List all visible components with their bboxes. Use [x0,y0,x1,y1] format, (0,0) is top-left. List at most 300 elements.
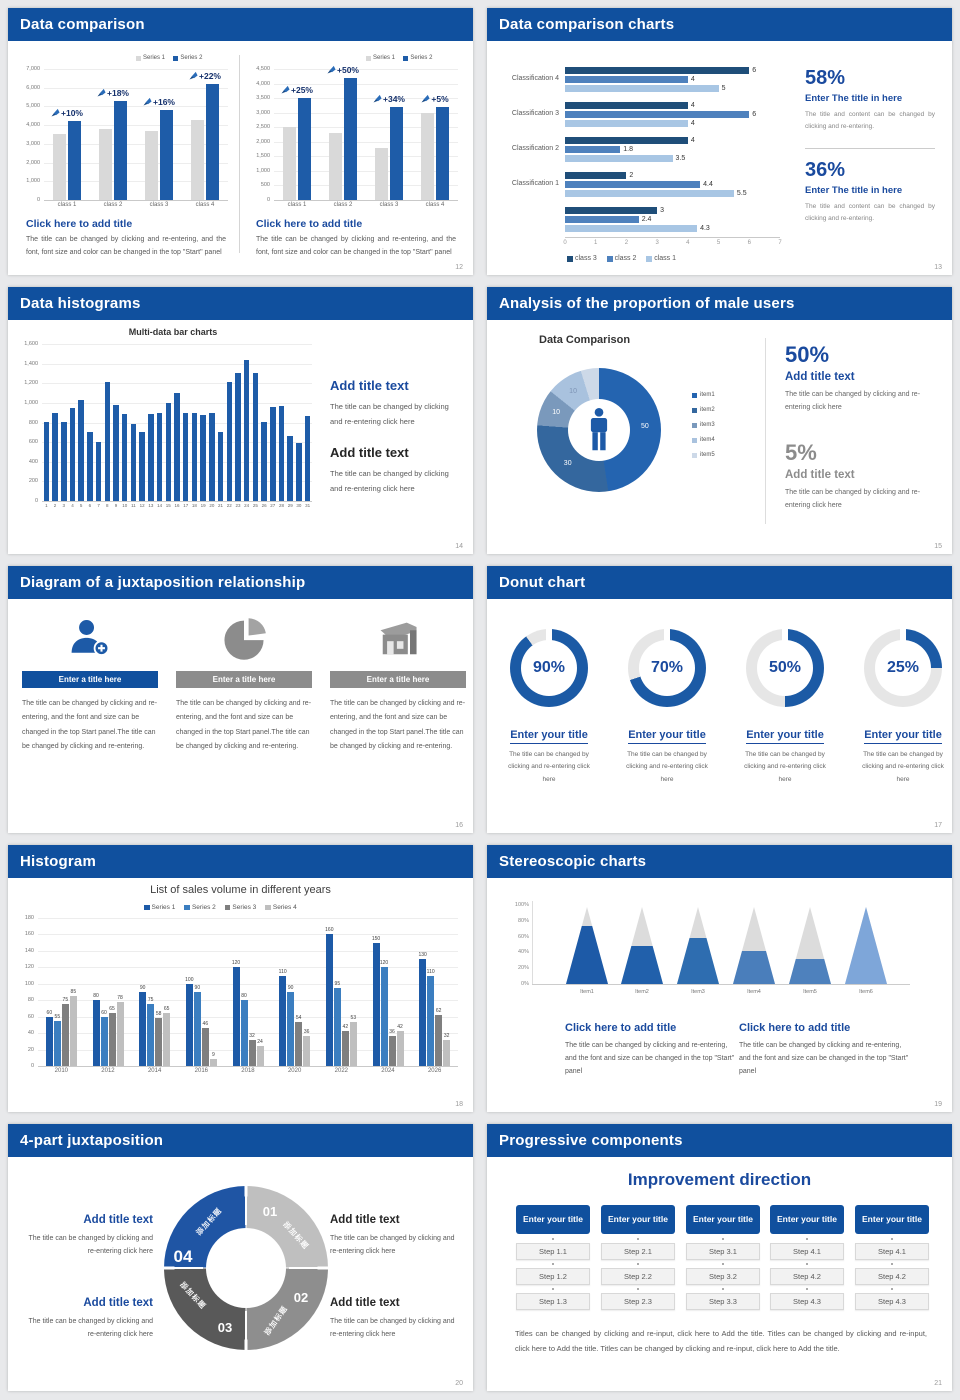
y-tick-label: 7,000 [26,66,40,72]
page-number: 15 [934,543,942,550]
connector-dot [637,1263,639,1265]
bar [305,416,311,501]
legend-label: Series 2 [410,55,433,61]
donut-label: 10 [552,409,561,417]
y-tick-label: 600 [28,439,38,446]
page-number: 16 [455,822,463,829]
bar-value-label: 42 [342,1024,349,1030]
slide-thumbnail-20[interactable] [8,1124,473,1391]
hbar-value-label: 4.3 [700,225,710,232]
legend-label: item2 [700,407,715,413]
slide-title-bar [8,845,473,878]
step-box: Step 2.1 [601,1243,675,1260]
y-tick-label: 1,200 [24,380,38,387]
bar [218,432,224,501]
bar [160,110,173,200]
slide-title-bar [487,1124,952,1157]
step-box: Step 3.2 [686,1268,760,1285]
hbar-value-label: 4.4 [703,181,713,188]
x-cat-label: class 2 [103,202,123,208]
y-tick-label: 60 [27,1013,34,1020]
bar [389,1036,396,1066]
pyramid-fill [677,938,719,984]
connector-dot [552,1288,554,1290]
stat-heading: Enter The title in here [805,93,903,104]
y-tick-label: 40% [517,949,529,956]
y-tick-label: 800 [28,419,38,426]
slide-title: Data comparison charts [499,16,675,33]
gridline [44,69,228,70]
legend-item [692,407,715,413]
step-box: Step 1.2 [516,1268,590,1285]
x-cat-label: 2026 [427,1068,442,1074]
x-cat-label: 28 [279,503,285,508]
slide-title: Data histograms [20,295,141,312]
bar [70,408,76,501]
chart-legend [136,55,202,61]
bar [191,120,204,200]
slide-title-bar [8,8,473,41]
legend-label: Series 2 [180,55,203,61]
block-heading: Click here to add title [256,218,363,230]
bar [99,129,112,200]
legend-swatch [692,408,697,413]
bar [46,1017,53,1066]
y-tick-label: 20 [27,1046,34,1053]
slide-body [487,320,952,554]
x-cat-label: 8 [106,503,109,508]
hbar [565,190,734,197]
ring-title: Enter your title [864,729,942,744]
donut-label: 10 [569,387,577,395]
hbar [565,216,639,223]
x-cat-label: 10 [122,503,128,508]
bar [233,967,240,1066]
bar-value-label: 130 [418,952,427,958]
page-number: 13 [934,264,942,271]
hbar [565,155,673,162]
slide-thumbnail-17[interactable] [487,566,952,833]
block-body: The title can be changed by clicking and re-entering click here [28,1318,153,1339]
block-body: The title can be changed by clicking and re-entering click here [330,469,449,493]
slide-title: Progressive components [499,1132,683,1149]
segment-number: 03 [217,1319,233,1335]
pyramid-label: Item3 [691,989,705,995]
bar-value-label: 150 [371,936,381,942]
segment-label: 添加标题 [178,1279,208,1312]
progress-ring [628,629,706,707]
y-tick-label: 1,000 [24,399,38,406]
legend-swatch [646,256,652,262]
hbar-value-label: 3.5 [675,155,686,162]
x-cat-label: 16 [174,503,180,508]
block-heading: Add title text [330,445,409,460]
y-tick-label: 3,500 [256,95,270,102]
y-tick-label: 80% [517,917,529,924]
page-number: 20 [455,1380,463,1387]
bar-value-label: 53 [350,1015,357,1021]
bar-value-label: 32 [249,1033,255,1039]
slide-thumbnail-21[interactable] [487,1124,952,1391]
pyramid-label: Item2 [635,989,649,995]
connector-dot [806,1238,808,1240]
item-body: The title can be changed by clicking and re-entering, and the font and size can be changed in the top Start panel.The title can be changed by clicking and re-entering. [330,700,466,751]
progress-ring [864,629,942,707]
legend-label: item5 [700,452,715,458]
ring-percent: 25% [886,659,920,676]
x-axis-line [38,1066,458,1067]
connector-dot [806,1288,808,1290]
legend-swatch [692,393,697,398]
ring-title: Enter your title [628,729,706,744]
y-tick-label: 140 [24,947,34,954]
y-tick-label: 4,000 [26,122,40,129]
legend-label: Series 1 [143,55,166,61]
slide-body [8,41,473,275]
chart-legend [144,904,297,911]
bar [113,405,119,501]
building-icon [374,617,422,661]
pyramid-fill [621,946,663,985]
step-box: Step 3.3 [686,1293,760,1310]
ring-percent: 90% [532,659,566,676]
stat-percent: 58% [805,67,846,89]
bar [421,113,434,200]
bar-value-label: 60 [101,1010,107,1016]
legend-swatch [366,56,371,61]
connector-dot [806,1263,808,1265]
column-title-button: Enter your title [686,1205,760,1234]
hbar [565,67,749,74]
bar-value-label: 85 [70,989,77,995]
bar [117,1002,124,1066]
pyramid [621,907,663,984]
step-box: Step 4.1 [770,1243,844,1260]
ring-body: The title can be changed by clicking and re-entering click here [626,751,708,783]
gridline [38,967,458,968]
chart-title: Multi-data bar charts [128,327,218,337]
legend-swatch [607,256,613,262]
bar [397,1031,404,1066]
legend-item [184,904,215,911]
segment-number: 04 [173,1246,193,1266]
legend-label: class 2 [614,255,637,262]
hbar-value-label: 5.5 [736,190,747,197]
bar-value-label: 120 [379,960,389,966]
slide-thumbnail-16[interactable] [8,566,473,833]
slide-thumbnail-12[interactable] [8,8,473,275]
bar-value-label: 90 [194,985,201,991]
x-axis-line [42,501,312,502]
y-tick-label: 4,500 [256,66,270,72]
chart-legend [366,55,432,61]
x-cat-label: 7 [97,503,100,508]
bar [435,1015,442,1066]
x-axis-line [274,200,458,201]
pyramid-label: Item4 [747,989,761,995]
x-cat-label: 2020 [287,1068,302,1074]
x-cat-label: class 3 [149,202,169,208]
legend-swatch [692,438,697,443]
y-tick-label: 5,000 [26,103,40,110]
legend-item [366,55,395,61]
ring-body: The title can be changed by clicking and re-entering click here [744,751,826,783]
y-axis-line [532,901,533,984]
block-body: The title can be changed by clicking and re-entering, and the font, font size and color can be changed in the top "Start" panel [26,236,226,256]
y-tick-label: 2,500 [256,124,270,131]
bar [166,403,172,501]
y-tick-label: 0 [30,1063,34,1069]
x-cat-label: 2012 [101,1068,115,1074]
block-heading: Click here to add title [739,1022,851,1034]
bar [298,98,311,200]
y-tick-label: 160 [24,931,34,938]
bar [287,992,294,1066]
legend-item [136,55,165,61]
page-number: 17 [934,822,942,829]
stat-heading: Enter The title in here [805,185,903,196]
y-tick-label: 0 [36,197,40,203]
legend-item [692,392,715,398]
x-cat-label: 15 [165,503,171,508]
connector-dot [552,1263,554,1265]
bar [131,424,137,501]
quad-ring-diagram [164,1186,328,1350]
y-tick-label: 4,000 [256,80,270,87]
x-cat-label: 25 [252,503,258,508]
pyramid-fill [733,951,775,984]
step-box: Step 4.2 [770,1268,844,1285]
column-title-button: Enter your title [855,1205,929,1234]
bar-value-label: 120 [231,960,241,966]
gridline [38,1000,458,1001]
block-heading: Add title text [83,1214,153,1226]
progress-ring [510,629,588,707]
page-number: 19 [934,1101,942,1108]
column-title-button: Enter your title [601,1205,675,1234]
bar-value-label: 42 [397,1024,403,1030]
pyramid-label: Item1 [580,989,594,995]
pyramid-label: Item5 [803,989,817,995]
legend-label: item1 [700,392,715,398]
x-cat-label: 14 [157,503,163,508]
hbar [565,102,688,109]
growth-label: +5% [411,94,459,104]
column-title-button: Enter your title [516,1205,590,1234]
hbar-value-label: 2.4 [641,216,652,223]
y-tick-label: 3,000 [26,140,40,147]
x-cat-label: 2024 [381,1068,395,1074]
x-cat-label: 9 [114,503,118,508]
connector-dot [637,1288,639,1290]
x-cat-label: class 1 [57,202,77,208]
segment-label: 添加标题 [262,1303,290,1338]
x-cat-label: class 4 [195,202,215,208]
bar [443,1040,450,1066]
hbar [565,137,688,144]
progress-ring [746,629,824,707]
donut-label: 50 [640,422,649,430]
y-tick-label: 2,000 [26,159,40,166]
bar [209,413,215,501]
hbar [565,120,688,127]
x-cat-label: 12 [139,503,145,508]
slide-thumbnail-15[interactable] [487,287,952,554]
bar-value-label: 75 [147,997,154,1003]
bar [235,373,241,501]
hbar [565,181,700,188]
legend-swatch [567,256,573,262]
x-cat-label: 2 [53,503,57,508]
category-label: Classification 1 [511,180,559,187]
item-icon-wrap [176,613,312,665]
slide-body [487,599,952,833]
bar-value-label: 54 [295,1015,302,1021]
growth-label: +50% [319,65,367,75]
slide-thumbnail-14[interactable] [8,287,473,554]
bar [78,400,84,501]
block-heading: Add title text [330,1297,400,1309]
y-tick-label: 6,000 [26,84,40,91]
y-tick-label: 1,000 [256,167,270,174]
bar [44,422,50,501]
hbar [565,85,719,92]
x-cat-label: 13 [148,503,154,508]
bar-value-label: 95 [334,981,341,987]
stat-percent: 5% [785,440,817,465]
bar [139,992,146,1066]
panel-divider [765,338,766,524]
bar [350,1022,357,1066]
bar [206,84,219,200]
pin-icon [421,94,430,103]
segment-label: 添加标题 [194,1205,224,1238]
bar-value-label: 46 [202,1021,209,1027]
hbar [565,207,657,214]
hbar-value-label: 4 [690,120,695,127]
hbar-value-label: 4 [690,137,695,144]
bar [62,1004,69,1066]
slide-thumbnail-18[interactable] [8,845,473,1112]
legend-label: Series 4 [272,904,297,911]
x-axis-line [44,200,228,201]
growth-label: +34% [365,94,413,104]
chart [14,915,460,1078]
legend-item [225,904,256,911]
section-heading: Improvement direction [627,1170,812,1189]
x-cat-label: 2018 [241,1068,255,1074]
slide-title-bar [8,566,473,599]
slide-body [487,1157,952,1391]
stat-heading: Add title text [785,469,855,481]
block-heading: Click here to add title [565,1022,677,1034]
bar-value-label: 60 [46,1010,53,1016]
slide-title: Stereoscopic charts [499,853,647,870]
slide-title: Data comparison [20,16,145,33]
legend-item [173,55,202,61]
slide-body [487,41,952,275]
pyramid-fill [789,959,831,984]
pin-icon [373,94,382,103]
x-cat-label: class 1 [287,202,307,208]
growth-label: +18% [89,88,137,98]
x-cat-label: 31 [305,503,311,508]
slide-thumbnail-13[interactable] [487,8,952,275]
bar [244,360,250,501]
x-tick-label: 0 [563,240,567,246]
legend-item [692,452,715,458]
x-cat-label: 26 [261,503,267,508]
x-axis-line [565,237,780,238]
bar [109,1013,116,1066]
bar [52,413,58,501]
bar [96,442,102,501]
bar [87,432,93,501]
step-box: Step 1.3 [516,1293,590,1310]
legend-swatch [265,905,271,911]
block-body: The title can be changed by clicking and re-entering click here [330,402,449,426]
legend-item [144,904,175,911]
bar-value-label: 58 [155,1011,162,1017]
slide-thumbnail-19[interactable] [487,845,952,1112]
legend-swatch [692,453,697,458]
y-tick-label: 0% [521,981,529,987]
step-box: Step 4.2 [855,1268,929,1285]
bar [344,78,357,200]
bar-value-label: 78 [117,995,123,1001]
hbar-value-label: 6 [752,111,757,118]
chart-title: Data Comparison [539,334,631,346]
gridline [38,918,458,919]
x-cat-label: 17 [183,503,189,508]
y-tick-label: 180 [24,915,34,921]
donut-chart [537,368,661,492]
bar [148,414,154,501]
x-cat-label: 22 [226,503,232,508]
y-tick-label: 1,400 [24,360,38,367]
block-body: The title can be changed by clicking and re-entering click here [330,1318,455,1339]
pyramid-fill [566,926,608,984]
x-cat-label: 2016 [194,1068,208,1074]
bar [279,406,285,501]
gridline [42,344,312,345]
y-tick-label: 100 [24,980,34,987]
bar [303,1036,310,1066]
legend-swatch [184,905,190,911]
bar [427,976,434,1066]
panel-divider [239,55,240,253]
category-label: Classification 3 [511,110,559,117]
bar [122,414,128,501]
y-tick-label: 0 [34,498,38,504]
hbar [565,172,626,179]
x-tick-label: 4 [686,240,690,246]
connector-dot [722,1263,724,1265]
gridline [38,984,458,985]
x-tick-label: 3 [655,240,659,246]
bar-value-label: 36 [389,1029,395,1035]
legend-item [607,255,637,262]
bar-value-label: 80 [93,993,99,999]
bar [68,121,81,200]
ring-percent: 50% [768,659,802,676]
pyramid-label: Item6 [859,989,873,995]
bar [186,984,193,1066]
gridline [38,951,458,952]
legend-label: Series 1 [151,904,176,911]
bar [61,422,67,501]
bar-value-label: 65 [163,1006,170,1012]
